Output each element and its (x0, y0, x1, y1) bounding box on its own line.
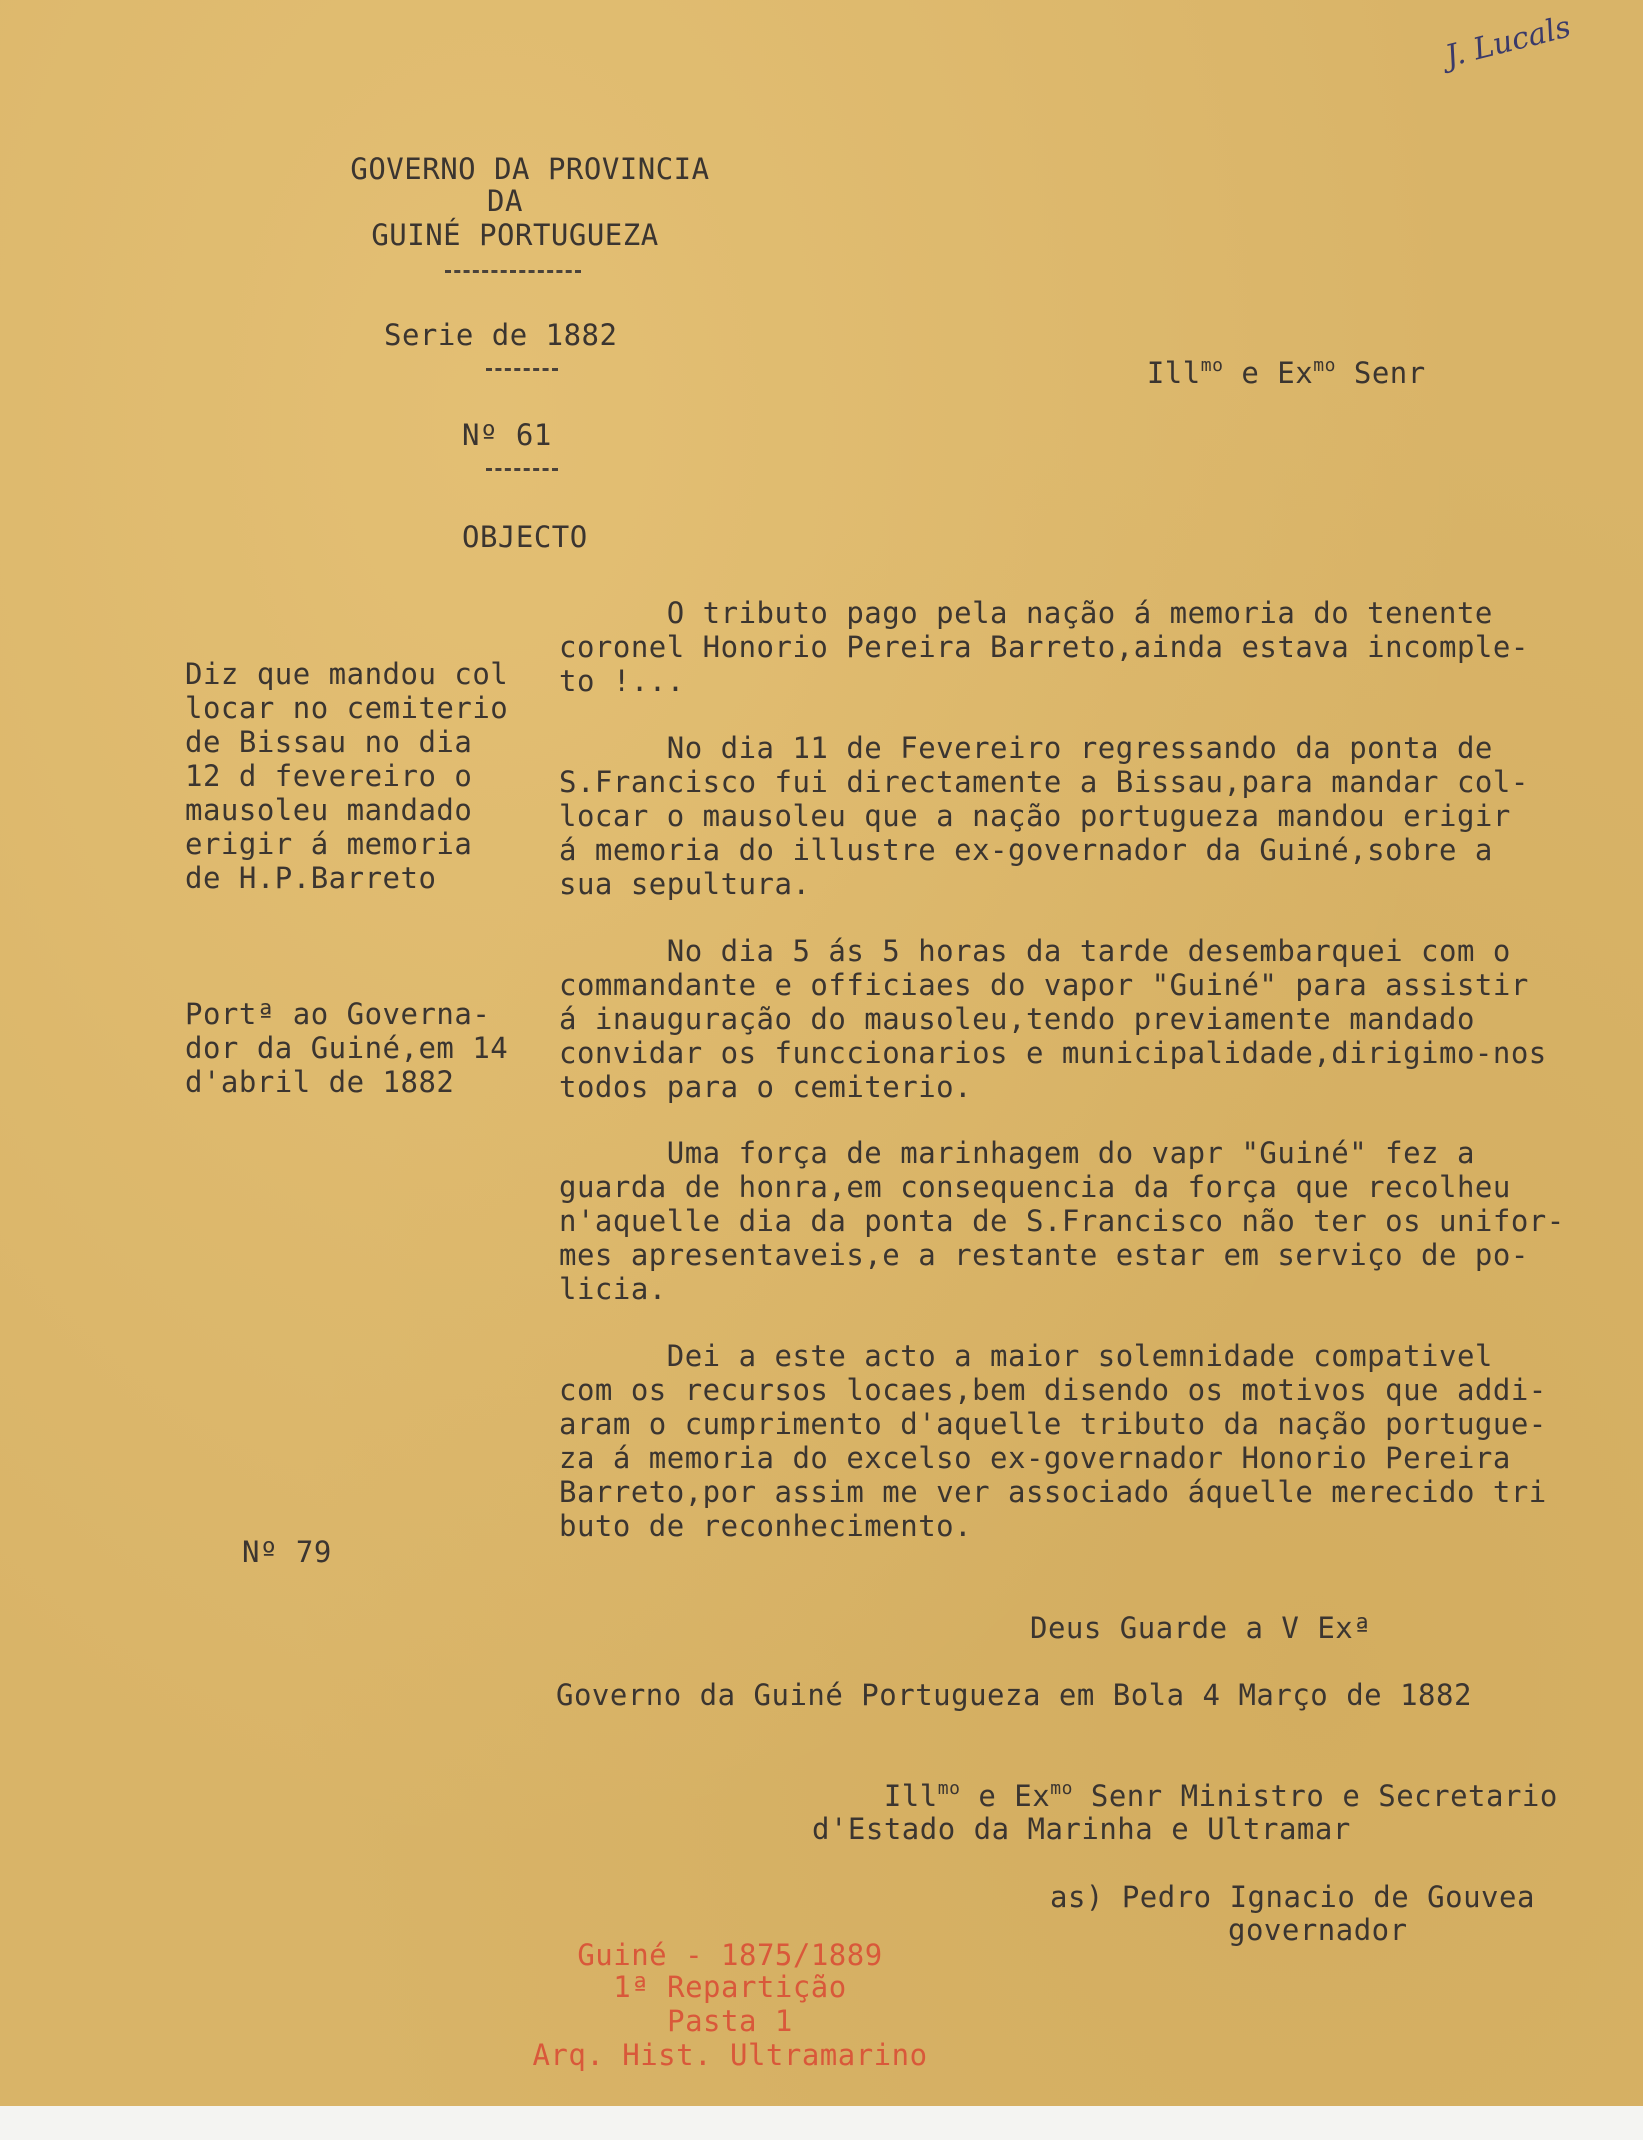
body-line: za á memoria do excelso ex-governador Honorio Pereira (559, 1441, 1511, 1475)
body-line: Dei a este acto a maior solemnidade compativel (559, 1339, 1493, 1373)
body-line: guarda de honra,em consequencia da força que recolheu (559, 1170, 1511, 1204)
closing-signed: as) Pedro Ignacio de Gouvea (1050, 1880, 1535, 1914)
body-line: to !... (559, 664, 685, 698)
margin-numero: Nº 79 (242, 1535, 332, 1569)
body-line: aram o cumprimento d'aquelle tributo da nação portugue- (559, 1407, 1547, 1441)
salutation-sup-2: mo (1313, 355, 1336, 376)
body-line: locar o mausoleu que a nação portugueza mandou erigir (559, 799, 1511, 833)
salutation-ill: Ill (1146, 356, 1201, 390)
salutation-sup-1: mo (1200, 355, 1224, 376)
numero-divider (486, 468, 558, 474)
margin-port-line: dor da Guiné,em 14 (185, 1031, 509, 1065)
margin-port (185, 997, 565, 1099)
header-line-3: GUINÉ PORTUGUEZA (371, 218, 659, 252)
header-line-1: GOVERNO DA PROVINCIA (350, 152, 710, 186)
objecto-label: OBJECTO (462, 520, 588, 554)
margin-note-line: de Bissau no dia (185, 725, 473, 759)
salutation-senr: Senr (1335, 356, 1426, 390)
header-line-2: DA (487, 184, 523, 218)
body-line: com os recursos locaes,bem disendo os motivos que addi- (559, 1373, 1547, 1407)
margin-note-line: de H.P.Barreto (185, 861, 437, 895)
archive-stamp-line-2: 1ª Repartição (613, 1970, 847, 2004)
body-line: todos para o cemiterio. (559, 1070, 973, 1104)
body-line: S.Francisco fui directamente a Bissau,para mandar col- (559, 765, 1529, 799)
body-line: á memoria do illustre ex-governador da Guiné,sobre a (559, 833, 1493, 867)
closing-estado: d'Estado da Marinha e Ultramar (812, 1812, 1351, 1846)
closing-title: governador (1228, 1913, 1408, 1947)
margin-note-line: Diz que mandou col (185, 657, 509, 691)
paragraph-5 (559, 1339, 1639, 1543)
serie-label: Serie de 1882 (384, 318, 618, 352)
body-line: O tributo pago pela nação á memoria do tenente (559, 596, 1493, 630)
paragraph-3 (559, 934, 1639, 1104)
closing-ill: Ill (883, 1779, 938, 1813)
numero-label: Nº 61 (462, 418, 552, 452)
body-line: buto de reconhecimento. (559, 1509, 973, 1543)
closing-deus: Deus Guarde a V Exª (1030, 1611, 1372, 1645)
closing-sup-1: mo (937, 1778, 961, 1799)
margin-port-line: d'abril de 1882 (185, 1065, 455, 1099)
margin-note-line: mausoleu mandado (185, 793, 473, 827)
archive-stamp-line-1: Guiné - 1875/1889 (577, 1938, 883, 1972)
margin-note (185, 657, 565, 895)
closing-addressee-rest: Senr Ministro e Secretario (1072, 1779, 1558, 1813)
body-line: á inauguração do mausoleu,tendo previamente mandado (559, 1002, 1475, 1036)
body-line: coronel Honorio Pereira Barreto,ainda estava incomple- (559, 630, 1529, 664)
paragraph-4 (559, 1136, 1639, 1306)
archive-stamp-line-4: Arq. Hist. Ultramarino (532, 2038, 928, 2072)
body-line: licia. (559, 1272, 667, 1306)
body-line: sua sepultura. (559, 867, 811, 901)
margin-note-line: erigir á memoria (185, 827, 473, 861)
body-line: Barreto,por assim me ver associado áquelle merecido tri (559, 1475, 1547, 1509)
paragraph-2 (559, 731, 1639, 901)
body-line: Uma força de marinhagem do vapr "Guiné" fez a (559, 1136, 1475, 1170)
body-line: commandante e officiaes do vapor "Guiné" para assistir (559, 968, 1529, 1002)
body-line: mes apresentaveis,e a restante estar em serviço de po- (559, 1238, 1529, 1272)
salutation-ex: e Ex (1223, 356, 1314, 390)
closing-governo: Governo da Guiné Portugueza em Bola 4 Março de 1882 (556, 1678, 1472, 1712)
handwritten-signature: J. Lucals (1441, 9, 1575, 75)
body-line: convidar os funccionarios e municipalidade,dirigimo-nos (559, 1036, 1547, 1070)
salutation (1075, 322, 1426, 429)
serie-divider (486, 368, 558, 374)
margin-note-line: locar no cemiterio (185, 691, 509, 725)
closing-sup-2: mo (1050, 1778, 1073, 1799)
body-line: n'aquelle dia da ponta de S.Francisco não ter os unifor- (559, 1204, 1565, 1238)
paragraph-1 (559, 596, 1639, 698)
closing-ex: e Ex (960, 1779, 1051, 1813)
header-divider (445, 270, 581, 276)
margin-note-line: 12 d fevereiro o (185, 759, 473, 793)
body-line: No dia 5 ás 5 horas da tarde desembarquei com o (559, 934, 1511, 968)
margin-port-line: Portª ao Governa- (185, 997, 491, 1031)
archive-stamp-line-3: Pasta 1 (667, 2004, 793, 2038)
body-line: No dia 11 de Fevereiro regressando da ponta de (559, 731, 1493, 765)
